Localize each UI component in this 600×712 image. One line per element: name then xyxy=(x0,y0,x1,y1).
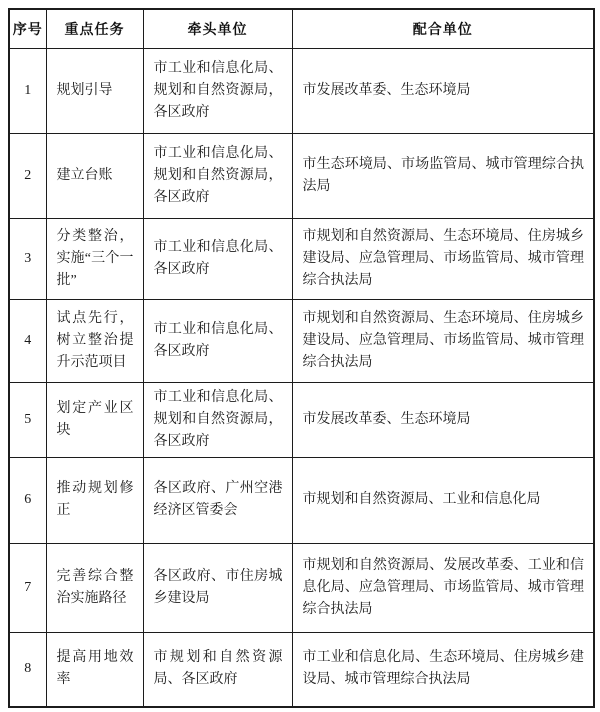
cell-index: 4 xyxy=(9,299,46,382)
cell-lead-unit: 各区政府、市住房城乡建设局 xyxy=(143,543,292,632)
cell-support-unit: 市工业和信息化局、生态环境局、住房城乡建设局、城市管理综合执法局 xyxy=(292,632,594,707)
cell-index: 2 xyxy=(9,133,46,218)
cell-support-unit: 市规划和自然资源局、工业和信息化局 xyxy=(292,457,594,543)
cell-lead-unit: 各区政府、广州空港经济区管委会 xyxy=(143,457,292,543)
cell-lead-unit: 市工业和信息化局、规划和自然资源局，各区政府 xyxy=(143,133,292,218)
table-body xyxy=(9,48,594,707)
cell-lead-unit: 市工业和信息化局、各区政府 xyxy=(143,218,292,299)
cell-index: 3 xyxy=(9,218,46,299)
cell-task: 提高用地效率 xyxy=(46,632,143,707)
cell-lead-unit: 市规划和自然资源局、各区政府 xyxy=(143,632,292,707)
column-header-task: 重点任务 xyxy=(46,9,143,48)
table-row xyxy=(9,48,594,133)
column-header-lead-unit: 牵头单位 xyxy=(143,9,292,48)
cell-lead-unit: 市工业和信息化局、规划和自然资源局，各区政府 xyxy=(143,382,292,457)
cell-task: 完善综合整治实施路径 xyxy=(46,543,143,632)
cell-task: 规划引导 xyxy=(46,48,143,133)
header-row xyxy=(9,9,594,48)
cell-support-unit: 市规划和自然资源局、生态环境局、住房城乡建设局、应急管理局、市场监管局、城市管理综合执法局 xyxy=(292,299,594,382)
cell-task: 建立台账 xyxy=(46,133,143,218)
cell-index: 1 xyxy=(9,48,46,133)
cell-task: 分类整治，实施“三个一批” xyxy=(46,218,143,299)
table-row xyxy=(9,543,594,632)
column-header-support-unit: 配合单位 xyxy=(292,9,594,48)
cell-task: 划定产业区块 xyxy=(46,382,143,457)
key-tasks-table xyxy=(8,8,595,708)
column-header-index: 序号 xyxy=(9,9,46,48)
table-row xyxy=(9,632,594,707)
cell-support-unit: 市发展改革委、生态环境局 xyxy=(292,382,594,457)
cell-index: 8 xyxy=(9,632,46,707)
cell-support-unit: 市规划和自然资源局、生态环境局、住房城乡建设局、应急管理局、市场监管局、城市管理综合执法局 xyxy=(292,218,594,299)
table-row xyxy=(9,382,594,457)
cell-task: 试点先行，树立整治提升示范项目 xyxy=(46,299,143,382)
cell-lead-unit: 市工业和信息化局、各区政府 xyxy=(143,299,292,382)
cell-support-unit: 市生态环境局、市场监管局、城市管理综合执法局 xyxy=(292,133,594,218)
cell-index: 5 xyxy=(9,382,46,457)
table-row xyxy=(9,457,594,543)
cell-support-unit: 市发展改革委、生态环境局 xyxy=(292,48,594,133)
table-header xyxy=(9,9,594,48)
table-row xyxy=(9,299,594,382)
table-row xyxy=(9,218,594,299)
cell-task: 推动规划修正 xyxy=(46,457,143,543)
cell-index: 6 xyxy=(9,457,46,543)
cell-support-unit: 市规划和自然资源局、发展改革委、工业和信息化局、应急管理局、市场监管局、城市管理综合执法局 xyxy=(292,543,594,632)
cell-index: 7 xyxy=(9,543,46,632)
table-row xyxy=(9,133,594,218)
cell-lead-unit: 市工业和信息化局、规划和自然资源局，各区政府 xyxy=(143,48,292,133)
